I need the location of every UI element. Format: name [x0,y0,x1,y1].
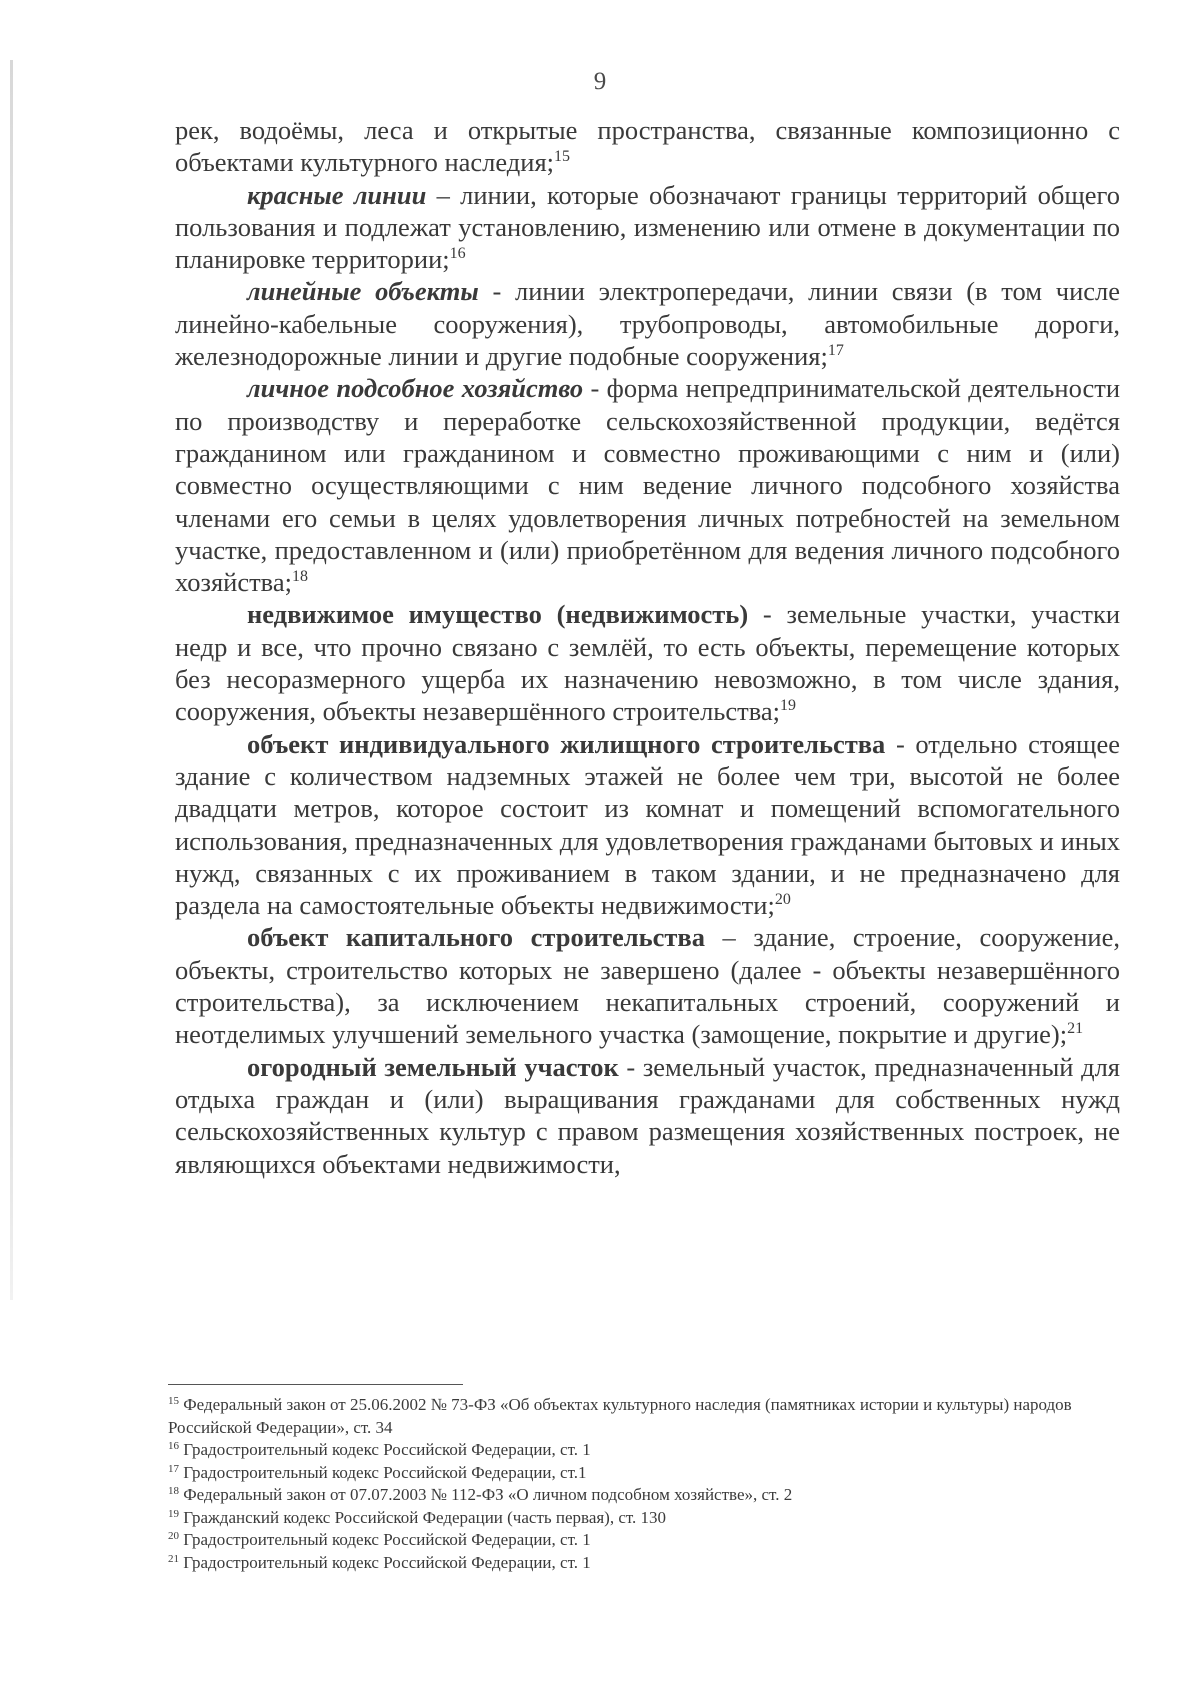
footnote-text: Градостроительный кодекс Российской Федерации, ст. 1 [183,1552,591,1572]
footnote-ref[interactable]: 19 [780,697,797,715]
footnote-text: Градостроительный кодекс Российской Федерации, ст. 1 [183,1530,591,1549]
definition-text: – линии, которые обозначают границы территорий общего пользования и подлежат установлению, изменению или отмене в документации по планировке территории; [175,179,1120,275]
definition-term: недвижимое имущество (недвижимость) [247,599,749,630]
footnote [168,1439,1123,1462]
definition-text: - отдельно стоящее здание с количеством надземных этажей не более чем три, высотой не более двадцати метров, которое состоит из комнат и помещений вспомогательного использования, предназначенных для удовлетворения гражданами бытовых и иных нужд, связанных с их проживанием в таком здании, и не предназначено для раздела на самостоятельные объекты недвижимости; [175,728,1120,921]
footnote-ref[interactable]: 16 [449,245,466,263]
definition-text: – здание, строение, сооружение, объекты, строительство которых не завершено (далее - объекты незавершённого строительства), за исключением некапитальных строений, сооружений и неотделимых улучшений земельного участка (замощение, покрытие и другие); [175,922,1120,1050]
definition-term: красные линии [247,179,427,210]
footnote [168,1529,1123,1552]
definition-paragraph [175,114,1120,179]
footnote-number: 19 [168,1507,179,1520]
footnote [168,1484,1123,1507]
footnote-number: 20 [168,1530,179,1542]
footnote-ref[interactable]: 20 [774,891,791,909]
definition-paragraph [175,179,1120,276]
footnote-number: 18 [168,1485,179,1497]
footnote-ref[interactable]: 17 [827,342,844,360]
definition-text: - земельный участок, предназначенный для отдыха граждан и (или) выращивания гражданами для собственных нужд сельскохозяйственных культур с правом размещения хозяйственных построек, не являющихся объектами недвижимости, [175,1051,1120,1179]
footnote-text: Федеральный закон от 07.07.2003 № 112-ФЗ «О личном подсобном хозяйстве», ст. 2 [183,1485,793,1504]
definition-paragraph [175,598,1120,727]
footnote-ref[interactable]: 18 [291,568,308,586]
footnote-text: Федеральный закон от 25.06.2002 № 73-ФЗ «Об объектах культурного наследия (памятниках истории и культуры) народов Российской Федерации», ст. 34 [168,1395,1072,1437]
footnote-number: 21 [168,1552,179,1565]
definition-paragraph [175,728,1120,922]
definition-paragraph [175,921,1120,1050]
footnote-number: 15 [168,1395,179,1407]
footnote-number: 17 [168,1462,179,1475]
footnote [168,1394,1123,1439]
footnote-number: 16 [168,1440,179,1452]
definition-paragraph [175,372,1120,598]
definition-term: линейные объекты [247,276,479,307]
definition-text: рек, водоёмы, леса и открытые пространства, связанные композиционно с объектами культурного наследия; [175,115,1120,178]
definition-term: объект капитального строительства [247,922,705,953]
page-number: 9 [593,68,607,95]
footnote-text: Градостроительный кодекс Российской Федерации, ст. 1 [183,1440,591,1459]
footnote-ref[interactable]: 21 [1067,1020,1084,1038]
footnote-text: Градостроительный кодекс Российской Федерации, ст.1 [183,1462,587,1482]
definition-paragraph [175,275,1120,372]
footnotes-section [168,1394,1123,1574]
footnote-ref[interactable]: 15 [554,148,570,166]
definition-term: огородный земельный участок [247,1051,619,1082]
footnote-separator [168,1384,463,1385]
definition-term: личное подсобное хозяйство [247,373,584,404]
definition-term: объект индивидуального жилищного строительства [247,728,886,759]
footnote [168,1552,1123,1575]
definitions-body [175,114,1120,1180]
scan-edge-artifact [10,60,13,1300]
definition-text: - линии электропередачи, линии связи (в том числе линейно-кабельные сооружения), трубопроводы, автомобильные дороги, железнодорожные линии и другие подобные сооружения; [175,276,1120,372]
footnote [168,1462,1123,1485]
definition-paragraph [175,1051,1120,1180]
definition-text: - земельные участки, участки недр и все, что прочно связано с землёй, то есть объекты, перемещение которых без несоразмерного ущерба их назначению невозможно, в том числе здания, сооружения, объекты незавершённого строительства; [175,599,1121,727]
footnote [168,1507,1123,1530]
definition-text: - форма непредпринимательской деятельности по производству и переработке сельскохозяйственной продукции, ведётся гражданином или гражданином и совместно проживающими с ним и (или) совместно осуществляющими с ним ведение личного подсобного хозяйства членами его семьи в целях удовлетворения личных потребностей на земельном участке, предоставленном и (или) приобретённом для ведения личного подсобного хозяйства; [175,373,1121,598]
footnote-text: Гражданский кодекс Российской Федерации (часть первая), ст. 130 [183,1507,667,1527]
